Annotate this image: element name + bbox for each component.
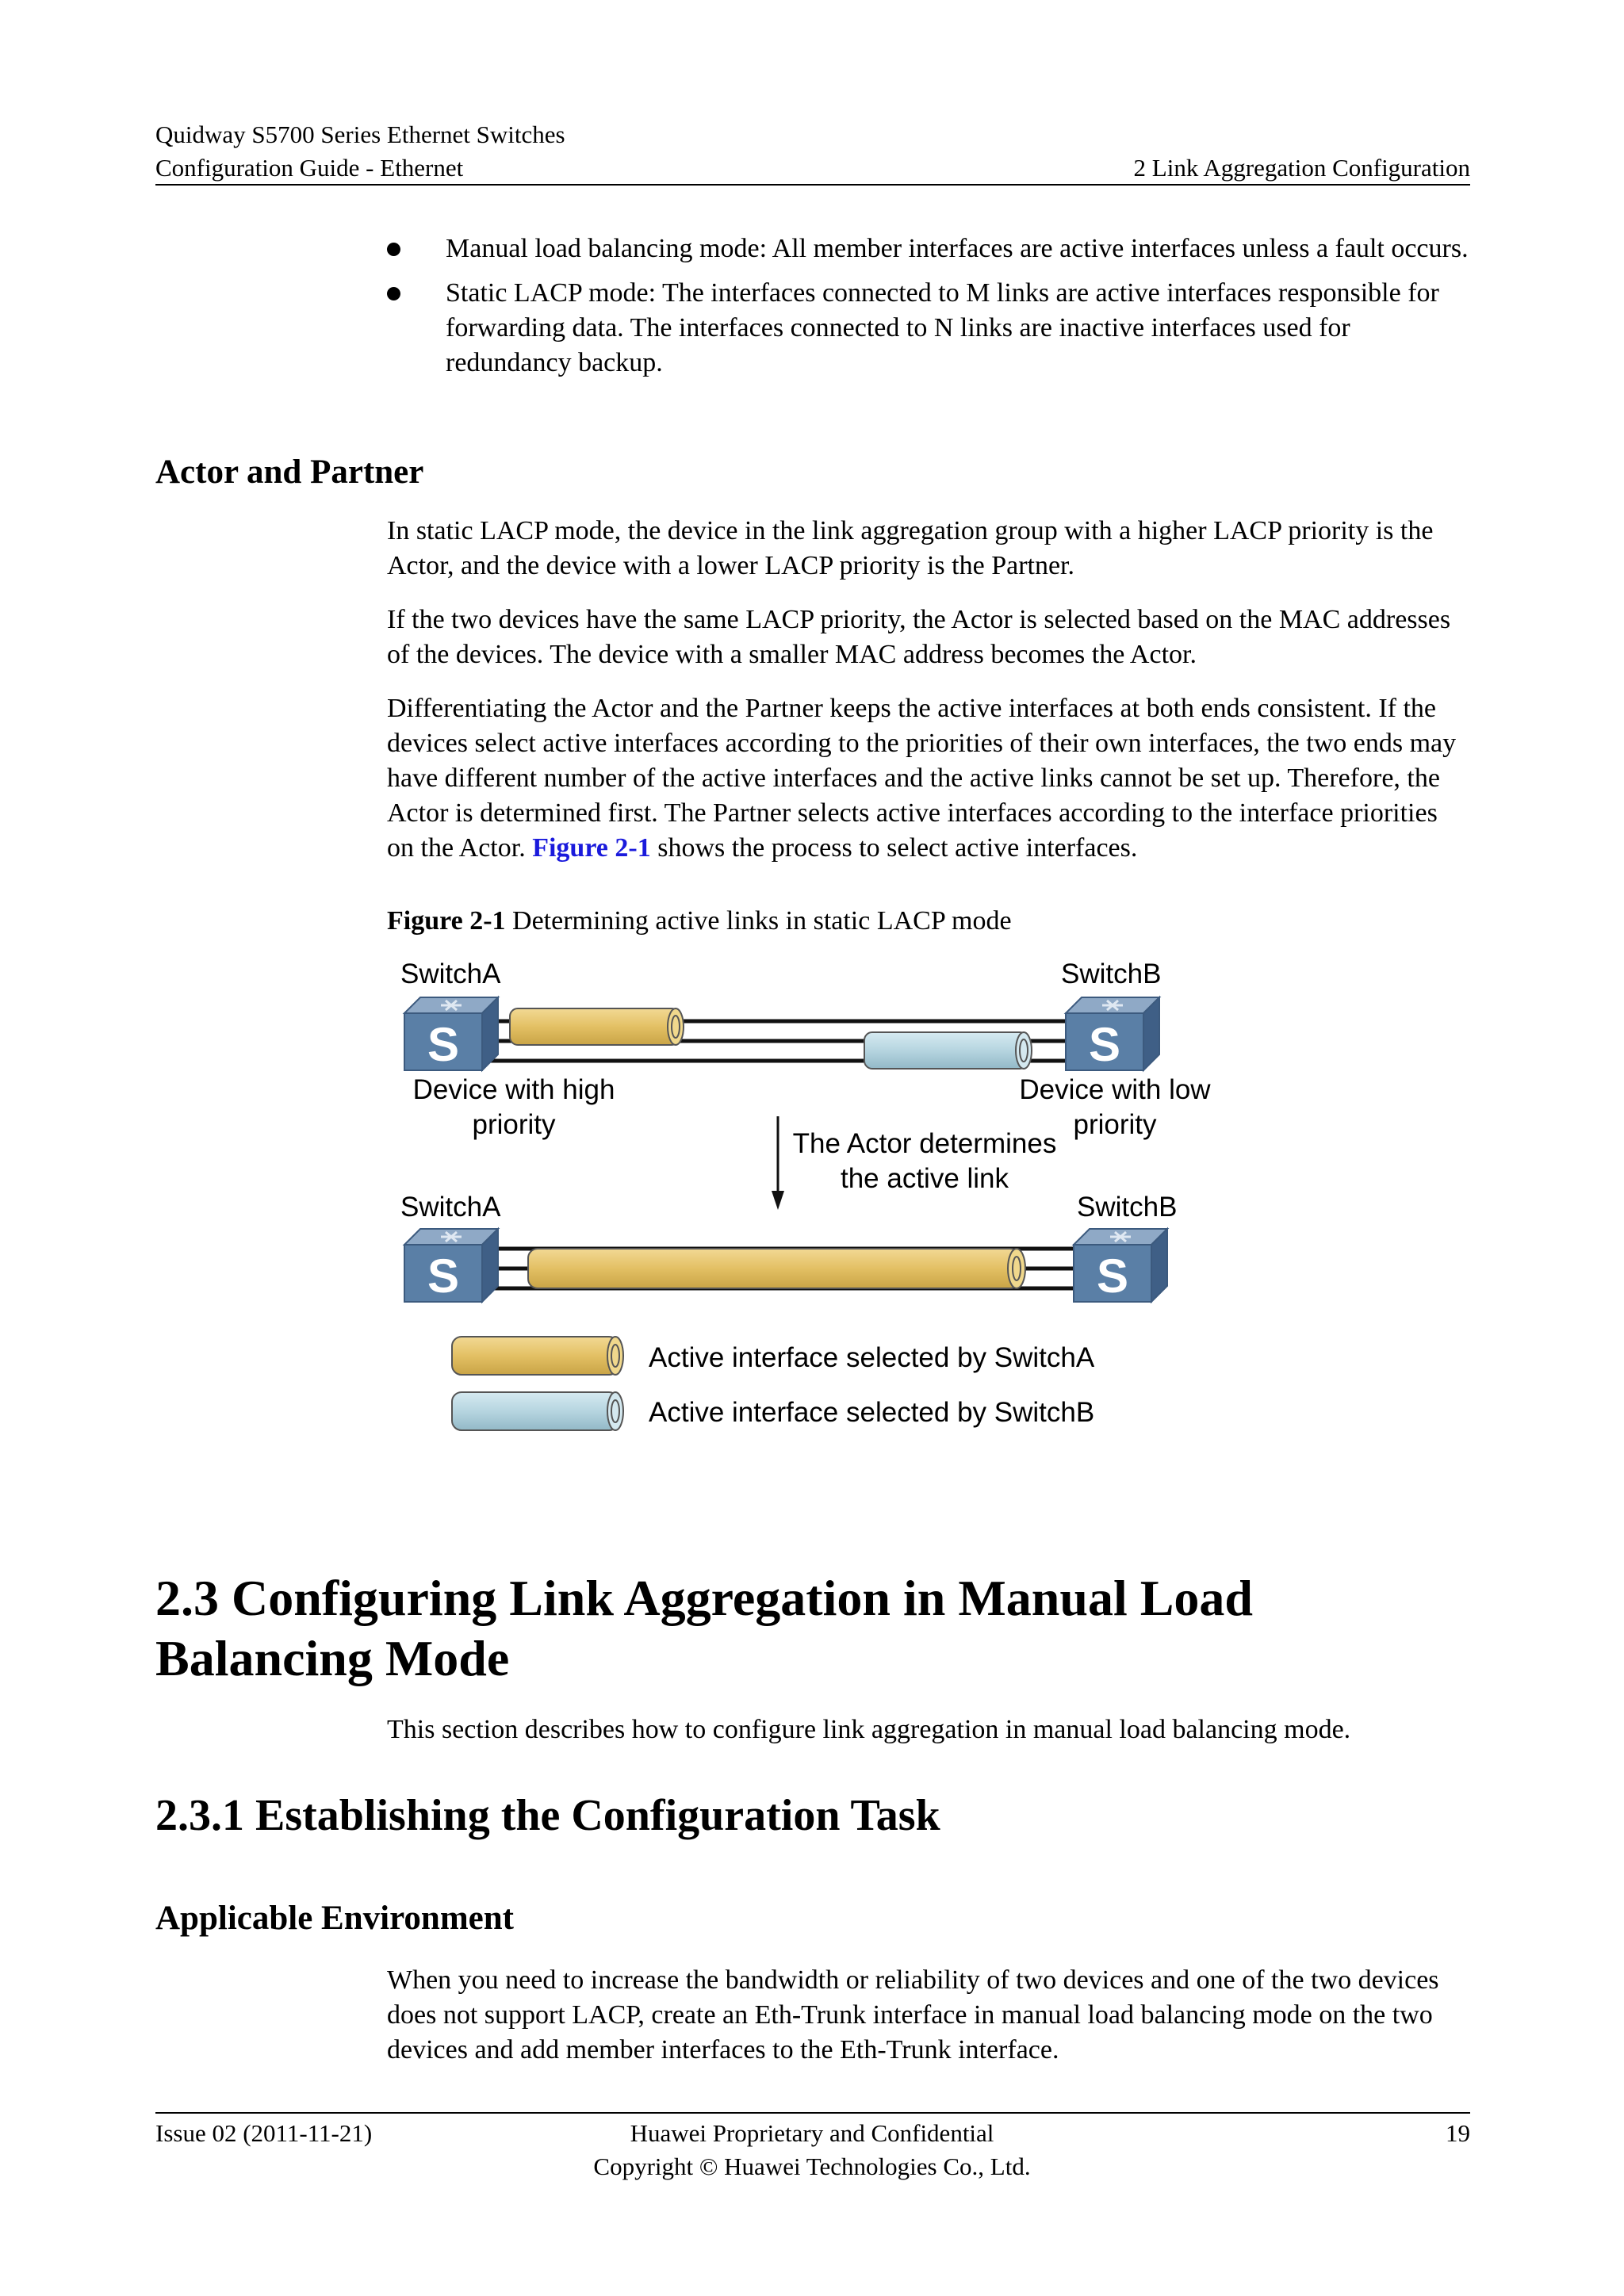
actor-partner-body (387, 514, 1470, 885)
switch-a-bottom-icon (404, 1229, 498, 1303)
switch-a-active-tube (510, 1008, 684, 1045)
actor-partner-heading: Actor and Partner (155, 453, 424, 491)
legend-yellow-tube (452, 1337, 623, 1375)
lacp-active-links-diagram (387, 943, 1275, 1451)
switch-a-label-bottom: SwitchA (400, 1192, 501, 1223)
legend-blue-tube (452, 1392, 623, 1430)
switch-b-bottom-icon (1074, 1229, 1167, 1303)
list-item: Manual load balancing mode: All member interfaces are active interfaces unless a fault occurs. (387, 232, 1470, 266)
paragraph: Differentiating the Actor and the Partner keeps the active interfaces at both ends consistent. If the devices select active interfaces according to the priorities of their own interfaces, the two ends may have different number of the active interfaces and the active links cannot be set up. Therefore, the Actor is determined first. The Partner selects active interfaces according to the interface priorities on the Actor. Figure 2-1 shows the process to select active interfaces. (387, 694, 1457, 863)
list-item: Static LACP mode: The interfaces connected to M links are active interfaces responsible for forwarding data. The interfaces connected to N links are inactive interfaces used for redundancy backup. (387, 276, 1470, 381)
switch-b-active-tube (864, 1032, 1032, 1069)
down-arrow-icon (772, 1116, 784, 1210)
device-low-label-2: priority (1073, 1109, 1157, 1140)
legend-b-label: Active interface selected by SwitchB (649, 1397, 1095, 1428)
section-2-3-intro: This section describes how to configure link aggregation in manual load balancing mode. (387, 1715, 1351, 1744)
switch-b-top-icon (1066, 997, 1159, 1071)
determined-active-link-tube (528, 1249, 1025, 1288)
svg-text:S: S (427, 1018, 460, 1071)
switch-b-label: SwitchB (1061, 959, 1162, 989)
figure-caption: Figure 2-1 Determining active links in static LACP mode (387, 906, 1012, 936)
bullet-icon (387, 243, 400, 256)
svg-text:S: S (1088, 1018, 1121, 1071)
actor-determines-label: The Actor determines (792, 1128, 1057, 1159)
legend-a-label: Active interface selected by SwitchA (649, 1342, 1095, 1373)
page-number: 19 (1446, 2119, 1470, 2147)
applicable-environment-heading: Applicable Environment (155, 1900, 514, 1937)
mode-bullet-list (387, 232, 1470, 390)
section-2-3-title: 2.3 Configuring Link Aggregation in Manual Load Balancing Mode (155, 1570, 1253, 1686)
header-chapter: 2 Link Aggregation Configuration (1133, 154, 1470, 182)
footer-confidential: Huawei Proprietary and Confidential Copyright © Huawei Technologies Co., Ltd. (593, 2119, 1031, 2180)
switch-a-top-icon (404, 997, 498, 1071)
header-rule (155, 184, 1470, 186)
switch-b-label-bottom: SwitchB (1077, 1192, 1178, 1223)
header-guide: Configuration Guide - Ethernet (155, 154, 464, 182)
header-product: Quidway S5700 Series Ethernet Switches (155, 121, 565, 148)
device-low-label: Device with low (1019, 1074, 1211, 1105)
actor-determines-label-2: the active link (840, 1163, 1009, 1194)
switch-a-label: SwitchA (400, 959, 501, 989)
figure-2-1-link[interactable]: Figure 2-1 (532, 833, 651, 863)
paragraph: If the two devices have the same LACP priority, the Actor is selected based on the MAC addresses of the devices. The device with a smaller MAC address becomes the Actor. (387, 605, 1451, 669)
applicable-environment-text: When you need to increase the bandwidth or reliability of two devices and one of the two devices does not support LACP, create an Eth-Trunk interface in manual load balancing mode on the two devices and add member interfaces to the Eth-Trunk interface. (387, 1965, 1439, 2064)
paragraph: In static LACP mode, the device in the link aggregation group with a higher LACP priority is the Actor, and the device with a lower LACP priority is the Partner. (387, 516, 1434, 580)
svg-text:S: S (1096, 1249, 1129, 1303)
bullet-icon (387, 287, 400, 300)
device-high-label-2: priority (472, 1109, 556, 1140)
footer-rule (155, 2112, 1470, 2114)
device-high-label: Device with high (412, 1074, 615, 1105)
svg-text:S: S (427, 1249, 460, 1303)
section-2-3-1-title: 2.3.1 Establishing the Configuration Task (155, 1791, 940, 1840)
footer-issue: Issue 02 (2011-11-21) (155, 2119, 373, 2147)
